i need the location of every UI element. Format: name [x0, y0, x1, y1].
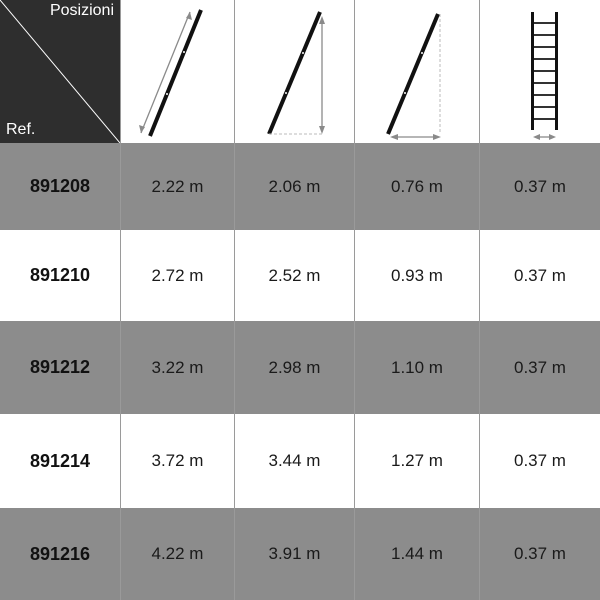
ladder-height-icon	[235, 0, 354, 143]
ref-cell: 891216	[29, 543, 91, 564]
header-length	[121, 0, 234, 143]
header-base	[355, 0, 479, 143]
ref-cell: 891212	[29, 357, 91, 377]
length-cell: 2.22 m	[151, 176, 204, 196]
table-row	[0, 143, 600, 230]
header-height	[235, 0, 354, 143]
height-cell: 3.44 m	[268, 451, 321, 470]
length-cell: 3.72 m	[151, 451, 204, 470]
table-row	[0, 230, 600, 321]
ref-label: Ref.	[6, 121, 36, 138]
table-row	[0, 414, 600, 508]
ref-cell: 891208	[29, 176, 91, 196]
length-cell: 3.22 m	[151, 357, 204, 377]
ref-cell: 891210	[29, 265, 91, 285]
height-cell: 3.91 m	[268, 544, 321, 563]
height-cell: 2.98 m	[268, 357, 321, 377]
ladder-base-distance-icon	[355, 0, 479, 143]
column-divider	[354, 0, 355, 600]
base-cell: 1.44 m	[391, 544, 443, 563]
table-row	[0, 508, 600, 600]
length-cell: 4.22 m	[151, 544, 204, 563]
column-divider	[120, 0, 121, 600]
base-cell: 0.76 m	[391, 176, 443, 196]
base-cell: 1.27 m	[391, 451, 443, 470]
width-cell: 0.37 m	[514, 544, 566, 563]
ref-cell: 891214	[29, 450, 91, 471]
header-width	[480, 0, 600, 143]
length-cell: 2.72 m	[151, 265, 204, 285]
base-cell: 1.10 m	[391, 357, 443, 377]
column-divider	[234, 0, 235, 600]
width-cell: 0.37 m	[514, 451, 566, 470]
positions-label: Posizioni	[49, 2, 114, 19]
ladder-width-icon	[480, 0, 600, 143]
ladder-length-icon	[121, 0, 234, 143]
base-cell: 0.93 m	[391, 265, 443, 285]
height-cell: 2.06 m	[268, 176, 321, 196]
width-cell: 0.37 m	[514, 265, 566, 285]
width-cell: 0.37 m	[514, 357, 566, 377]
table-row	[0, 321, 600, 414]
header-corner	[0, 0, 120, 143]
width-cell: 0.37 m	[514, 176, 566, 196]
column-divider	[479, 0, 480, 600]
height-cell: 2.52 m	[268, 265, 321, 285]
